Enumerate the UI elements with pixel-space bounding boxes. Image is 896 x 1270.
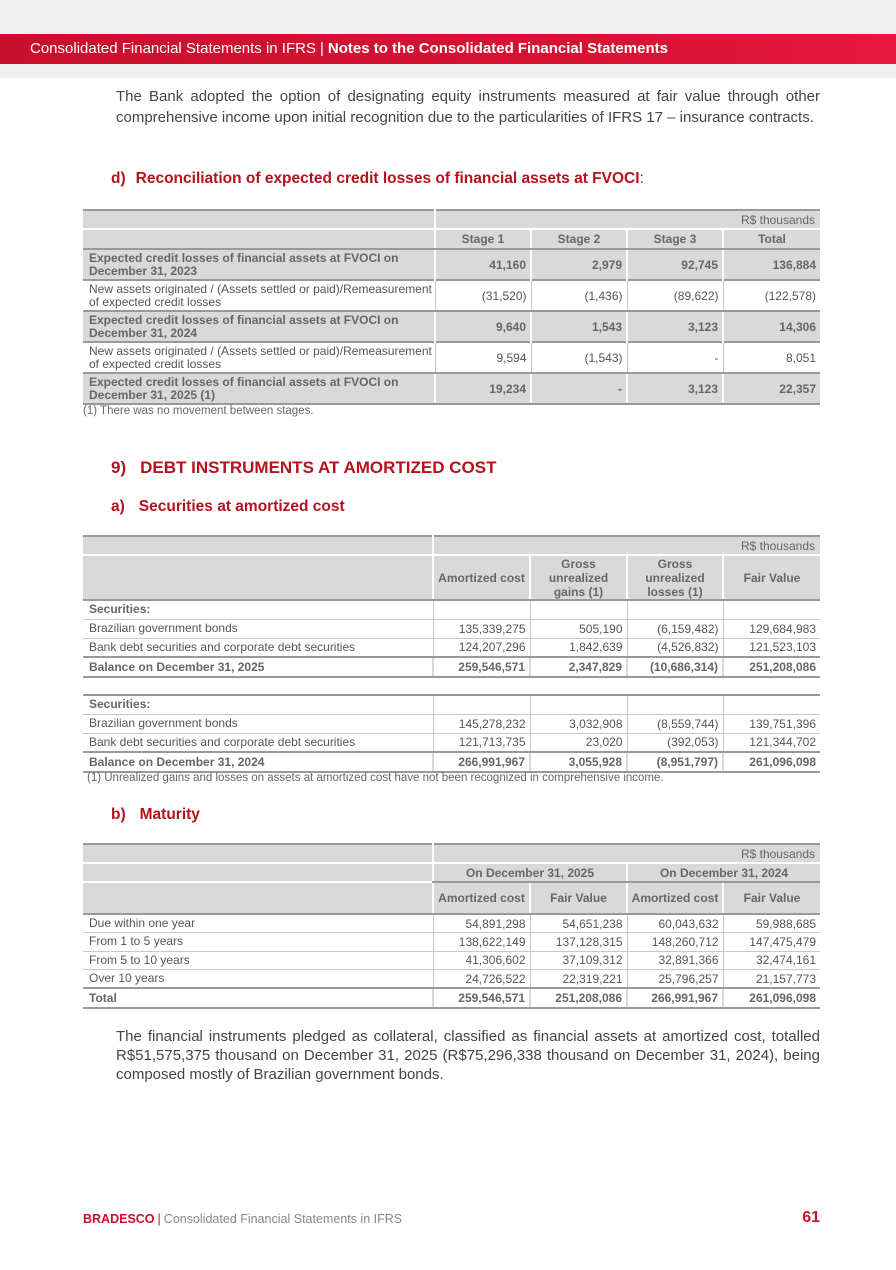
cell [530, 600, 627, 619]
cell: 266,991,967 [433, 752, 530, 772]
column-header: Stage 3 [627, 229, 723, 249]
cell: 21,157,773 [723, 970, 820, 989]
table-row [83, 600, 820, 619]
table-row [83, 733, 820, 752]
section-a-footnote: (1) Unrealized gains and losses on assets at amortized cost have not been recognized in comprehensive income. [87, 772, 664, 784]
section-a-title: Securities at amortized cost [138, 498, 345, 515]
cell: 145,278,232 [433, 714, 530, 733]
section-d-footnote: (1) There was no movement between stages. [83, 405, 314, 417]
cell: (31,520) [435, 280, 531, 311]
section-9-heading [111, 458, 496, 478]
cell: 135,339,275 [433, 619, 530, 638]
cell: 3,123 [627, 373, 723, 404]
row-label: Expected credit losses of financial assets at FVOCI on December 31, 2023 [83, 249, 435, 280]
cell: 23,020 [530, 733, 627, 752]
cell [433, 600, 530, 619]
page-header [0, 34, 896, 64]
cell [530, 695, 627, 714]
section-d-colon: : [639, 170, 644, 187]
row-label: Bank debt securities and corporate debt securities [83, 733, 433, 752]
row-label: Balance on December 31, 2025 [83, 657, 433, 677]
cell: 148,260,712 [627, 933, 723, 952]
footer-brand: BRADESCO [83, 1212, 155, 1226]
cell [627, 695, 723, 714]
unit-label: R$ thousands [433, 844, 820, 863]
cell: 259,546,571 [433, 657, 530, 677]
header-separator: | [319, 40, 324, 57]
row-label: Due within one year [83, 914, 433, 933]
cell: (122,578) [723, 280, 820, 311]
column-header: Fair Value [723, 555, 820, 600]
footer-separator: | [157, 1212, 161, 1226]
cell: 14,306 [723, 311, 820, 342]
spacer [83, 677, 820, 695]
cell: 261,096,098 [723, 752, 820, 772]
section-9-number: 9) [111, 458, 127, 477]
cell: 41,306,602 [433, 951, 530, 970]
row-label: New assets originated / (Assets settled or paid)/Remeasurement of expected credit losses [83, 342, 435, 373]
table-row [83, 914, 820, 933]
row-label: Over 10 years [83, 970, 433, 989]
maturity-table [83, 843, 820, 1009]
column-header: Stage 2 [531, 229, 627, 249]
table-row [83, 695, 820, 714]
cell: 129,684,983 [723, 619, 820, 638]
table-row [83, 714, 820, 733]
cell: (4,526,832) [627, 638, 723, 657]
table-row [83, 373, 820, 404]
cell: - [627, 342, 723, 373]
securities-table [83, 535, 820, 773]
cell: 137,128,315 [530, 933, 627, 952]
table-row [83, 933, 820, 952]
table-corner [83, 555, 433, 600]
table-total-row [83, 752, 820, 772]
cell: - [531, 373, 627, 404]
cell: 121,523,103 [723, 638, 820, 657]
cell: (1,436) [531, 280, 627, 311]
table-row [83, 951, 820, 970]
table-row [83, 342, 820, 373]
table-corner [83, 844, 433, 863]
cell: 147,475,479 [723, 933, 820, 952]
cell: 251,208,086 [530, 988, 627, 1008]
table-row [83, 638, 820, 657]
table-row [83, 280, 820, 311]
cell: 19,234 [435, 373, 531, 404]
section-d-heading [111, 170, 644, 188]
table-total-row [83, 657, 820, 677]
row-label: Expected credit losses of financial assets at FVOCI on December 31, 2024 [83, 311, 435, 342]
cell: 60,043,632 [627, 914, 723, 933]
section-b-title: Maturity [139, 806, 200, 823]
column-header: Amortized cost [433, 882, 530, 914]
cell: 266,991,967 [627, 988, 723, 1008]
cell: 32,474,161 [723, 951, 820, 970]
column-header: Fair Value [723, 882, 820, 914]
cell: 505,190 [530, 619, 627, 638]
cell: (89,622) [627, 280, 723, 311]
row-label: Balance on December 31, 2024 [83, 752, 433, 772]
cell: 37,109,312 [530, 951, 627, 970]
section-b-number: b) [111, 806, 126, 823]
cell: 9,594 [435, 342, 531, 373]
row-label: Total [83, 988, 433, 1008]
page-number: 61 [802, 1209, 820, 1226]
row-label: Brazilian government bonds [83, 714, 433, 733]
section-b-heading [111, 806, 200, 824]
column-header: Amortized cost [627, 882, 723, 914]
cell: (8,951,797) [627, 752, 723, 772]
cell: (392,053) [627, 733, 723, 752]
cell: (8,559,744) [627, 714, 723, 733]
intro-paragraph: The Bank adopted the option of designating equity instruments measured at fair value through other comprehensive income upon initial recognition due to the particularities of IFRS 17 – insurance contracts. [116, 88, 820, 126]
row-label: Brazilian government bonds [83, 619, 433, 638]
cell [723, 600, 820, 619]
cell: 2,979 [531, 249, 627, 280]
row-label: Bank debt securities and corporate debt securities [83, 638, 433, 657]
row-label: New assets originated / (Assets settled or paid)/Remeasurement of expected credit losses [83, 280, 435, 311]
table-corner [83, 210, 435, 229]
cell: 24,726,522 [433, 970, 530, 989]
row-label: From 5 to 10 years [83, 951, 433, 970]
cell: 22,357 [723, 373, 820, 404]
cell [723, 695, 820, 714]
cell: 1,543 [531, 311, 627, 342]
cell: 261,096,098 [723, 988, 820, 1008]
column-header: Amortized cost [433, 555, 530, 600]
section-a-number: a) [111, 498, 125, 515]
section-d-title: Reconciliation of expected credit losses of financial assets at FVOCI [135, 170, 640, 187]
cell: 59,988,685 [723, 914, 820, 933]
column-header: Gross unrealized losses (1) [627, 555, 723, 600]
cell: 136,884 [723, 249, 820, 280]
column-header: Total [723, 229, 820, 249]
cell [433, 695, 530, 714]
column-header: Fair Value [530, 882, 627, 914]
cell: 2,347,829 [530, 657, 627, 677]
cell: 259,546,571 [433, 988, 530, 1008]
section-a-heading [111, 498, 345, 516]
unit-label: R$ thousands [433, 536, 820, 555]
header-right: Notes to the Consolidated Financial Statements [327, 40, 668, 57]
table-corner [83, 536, 433, 555]
table-corner [83, 229, 435, 249]
table-corner [83, 863, 433, 882]
cell: 3,055,928 [530, 752, 627, 772]
cell: 124,207,296 [433, 638, 530, 657]
table-row [83, 970, 820, 989]
section-d-number: d) [111, 170, 126, 187]
cell: 3,123 [627, 311, 723, 342]
group-header: On December 31, 2024 [627, 863, 820, 882]
table-row [83, 249, 820, 280]
unit-label: R$ thousands [435, 210, 820, 229]
cell: (10,686,314) [627, 657, 723, 677]
cell: 138,622,149 [433, 933, 530, 952]
group-heading: Securities: [83, 600, 433, 619]
cell: 121,344,702 [723, 733, 820, 752]
cell: 139,751,396 [723, 714, 820, 733]
group-heading: Securities: [83, 695, 433, 714]
cell: 54,891,298 [433, 914, 530, 933]
footer [83, 1212, 402, 1226]
table-total-row [83, 988, 820, 1008]
column-header: Stage 1 [435, 229, 531, 249]
cell [627, 600, 723, 619]
cell: 251,208,086 [723, 657, 820, 677]
column-header: Gross unrealized gains (1) [530, 555, 627, 600]
table-row [83, 619, 820, 638]
cell: 41,160 [435, 249, 531, 280]
row-label: Expected credit losses of financial assets at FVOCI on December 31, 2025 (1) [83, 373, 435, 404]
row-label: From 1 to 5 years [83, 933, 433, 952]
header-left: Consolidated Financial Statements in IFRS [30, 40, 316, 57]
ecl-reconciliation-table [83, 209, 820, 405]
section-9-title: DEBT INSTRUMENTS AT AMORTIZED COST [140, 458, 497, 477]
cell: 25,796,257 [627, 970, 723, 989]
table-row [83, 311, 820, 342]
closing-paragraph: The financial instruments pledged as collateral, classified as financial assets at amortized cost, totalled R$51,575,375 thousand on December 31, 2025 (R$75,296,338 thousand on December 31, 2024), being composed mostly of Brazilian government bonds. [116, 1028, 820, 1083]
cell: 121,713,735 [433, 733, 530, 752]
cell: 54,651,238 [530, 914, 627, 933]
cell: (1,543) [531, 342, 627, 373]
cell: 32,891,366 [627, 951, 723, 970]
footer-text: Consolidated Financial Statements in IFRS [163, 1212, 403, 1226]
cell: 1,842,639 [530, 638, 627, 657]
cell: 3,032,908 [530, 714, 627, 733]
cell: (6,159,482) [627, 619, 723, 638]
cell: 9,640 [435, 311, 531, 342]
table-corner [83, 882, 433, 914]
cell: 92,745 [627, 249, 723, 280]
cell: 22,319,221 [530, 970, 627, 989]
group-header: On December 31, 2025 [433, 863, 627, 882]
cell: 8,051 [723, 342, 820, 373]
